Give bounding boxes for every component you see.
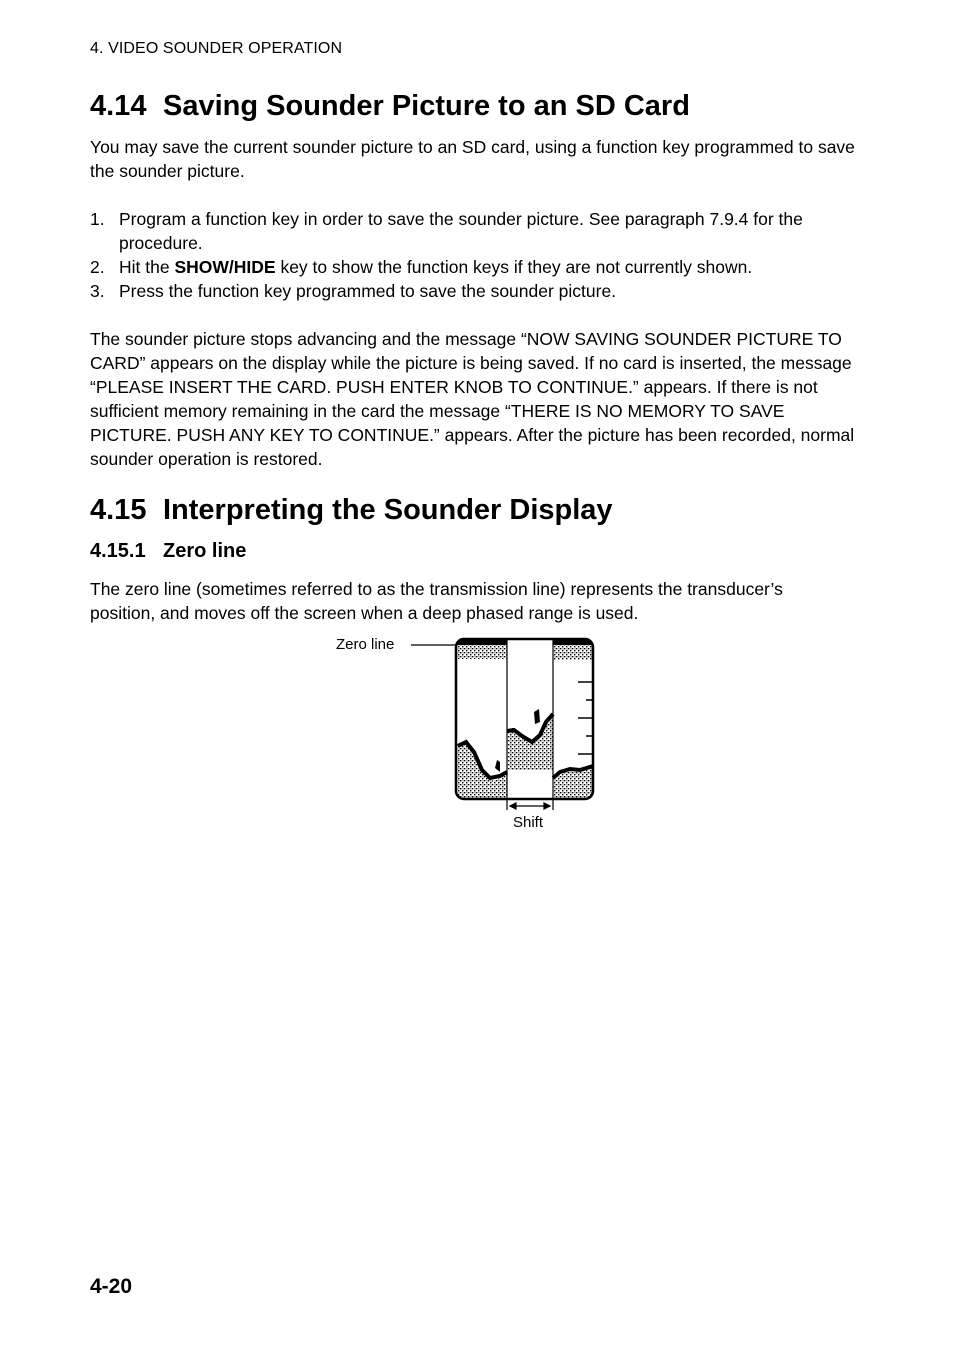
body-paragraph: The sounder picture stops advancing and the message “NOW SAVING SOUNDER PICTURE TO CARD” appears on the display while the picture is being saved. If no card is inserted, the message “PLEASE INSERT THE CARD. PUSH ENTER KNOB TO CONTINUE.” appears. If there is not sufficient memory remaining in the card the message “THERE IS NO MEMORY TO SAVE PICTURE. PUSH ANY KEY TO CONTINUE.” appears. After the picture has been recorded, normal sounder operation is restored. xyxy=(90,329,855,469)
running-head: 4. VIDEO SOUNDER OPERATION xyxy=(90,40,343,57)
section-heading-4-15 xyxy=(90,494,613,527)
subsection-heading-4-15-1 xyxy=(90,540,246,563)
section-number: 4.14 xyxy=(90,90,147,122)
list-item xyxy=(90,255,860,279)
section-title: Interpreting the Sounder Display xyxy=(163,494,613,526)
list-item-number: 1. xyxy=(90,209,105,229)
echo-pattern xyxy=(456,640,593,800)
section-title: Saving Sounder Picture to an SD Card xyxy=(163,90,690,122)
list-item-number: 3. xyxy=(90,281,105,301)
list-item-text-before: Hit the xyxy=(119,257,175,277)
sounder-display-figure xyxy=(400,632,605,817)
section-number: 4.15 xyxy=(90,494,147,526)
key-name-show-hide: SHOW/HIDE xyxy=(174,257,276,277)
list-item-text: Press the function key programmed to save the sounder picture. xyxy=(119,281,617,301)
list-item xyxy=(90,279,860,303)
procedure-list xyxy=(90,207,860,303)
list-item xyxy=(90,207,860,255)
list-item-text: Program a function key in order to save the sounder picture. See paragraph 7.9.4 for the procedure. xyxy=(119,209,803,253)
range-scale-ticks xyxy=(578,682,592,754)
list-item-number: 2. xyxy=(90,257,105,277)
zero-line-paragraph: The zero line (sometimes referred to as the transmission line) represents the transducer’s position, and moves off the screen when a deep phased range is used. xyxy=(90,579,783,623)
shift-label: Shift xyxy=(513,814,544,831)
list-item-text-after: key to show the function keys if they are not currently shown. xyxy=(275,257,753,277)
page-number: 4-20 xyxy=(90,1275,133,1298)
zero-line-label: Zero line xyxy=(336,636,395,653)
section-heading-4-14 xyxy=(90,90,690,123)
subsection-title: Zero line xyxy=(163,540,247,562)
intro-paragraph: You may save the current sounder picture to an SD card, using a function key programmed to save the sounder picture. xyxy=(90,137,855,181)
subsection-number: 4.15.1 xyxy=(90,540,146,562)
